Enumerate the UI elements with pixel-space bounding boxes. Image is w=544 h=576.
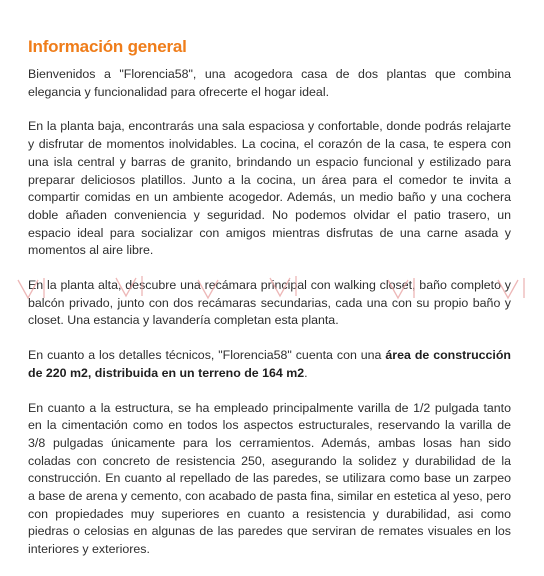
technical-paragraph xyxy=(28,347,511,382)
technical-prefix: En cuanto a los detalles técnicos, "Florencia58" cuenta con una xyxy=(28,348,386,363)
technical-suffix: . xyxy=(304,365,308,380)
ground-floor-paragraph: En la planta baja, encontrarás una sala espaciosa y confortable, donde podrás relajarte y disfrutar de momentos inolvidables. La cocina, el corazón de la casa, te espera con una isla central y barras de granito, brindando un espacio funcional y estilizado para preparar deliciosos platillos. Junto a la cocina, un área para el comedor te invita a compartir comidas en un ambiente acogedor. Además, un medio baño y una cochera doble añaden conveniencia y seguridad. No podemos olvidar el patio trasero, un espacio ideal para socializar con amigos mientras disfrutas de una carne asada y momentos al aire libre. xyxy=(28,119,511,258)
section-title: Información general xyxy=(28,37,187,56)
technical-area-bold: área de construcción de 220 m2, distribuida en un terreno de 164 m2 xyxy=(28,348,512,380)
structure-paragraph: En cuanto a la estructura, se ha empleado principalmente varilla de 1/2 pulgada tanto en la cimentación como en todos los aspectos estructurales, reservando la varilla de 3/8 pulgadas únicamente para los cerramientos. Además, ambas losas han sido coladas con concreto de resistencia 250, asegurando la solidez y durabilidad de la construcción. En cuanto al repellado de las paredes, se utilizara como base un zarpeo a base de arena y cemento, con acabado de pasta fina, similar en estetica al yeso, pero con propiedades muy superiores en cuanto a resistencia y durabilidad, asi como piedras o celosias en algunas de las paredes que serviran de remates visuales en los interiores y exteriores. xyxy=(28,400,511,557)
upper-floor-paragraph: En la planta alta, descubre una recámara principal con walking closet, baño completo y balcón privado, junto con dos recámaras secundarias, cada una con su propio baño y closet. Una estancia y lavandería completan esta planta. xyxy=(28,278,511,328)
intro-paragraph: Bienvenidos a "Florencia58", una acogedora casa de dos plantas que combina elegancia y funcionalidad para ofrecerte el hogar ideal. xyxy=(28,67,511,99)
info-section xyxy=(28,36,511,576)
